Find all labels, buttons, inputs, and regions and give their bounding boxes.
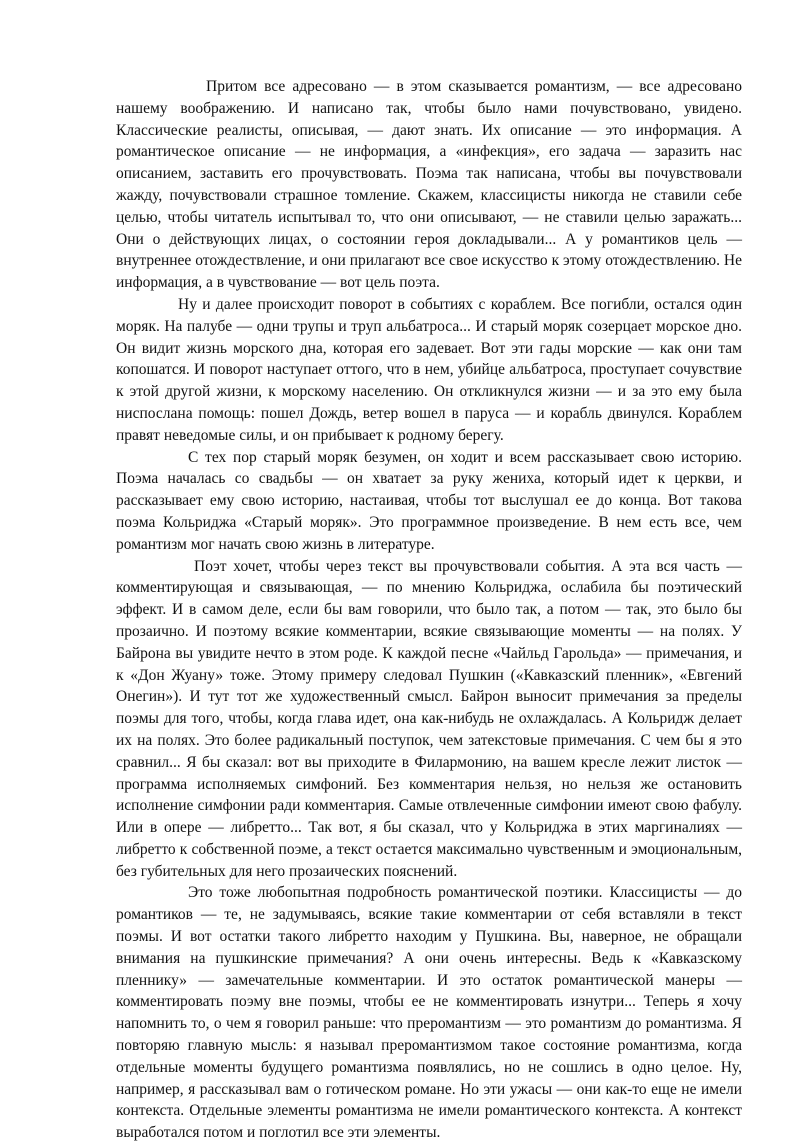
paragraph-1: Притом все адресовано — в этом сказывается романтизм, — все адресовано нашему воображению. И написано так, чтобы было нами почувствовано, увидено. Классические реалисты, описывая, — дают знать. Их описание — это информация. А романтическое описание — не информация, а «инфекция», его задача — заразить нас описанием, заставить его прочувствовать. Поэма так написана, чтобы вы почувствовали жажду, почувствовали страшное томление. Скажем, классицисты никогда не ставили себе целью, чтобы читатель испытывал то, что они описывают, — не ставили целью заражать... Они о действующих лицах, о состоянии героя докладывали... А у романтиков цель — внутреннее отождествление, и они прилагают все свое искусство к этому отождествлению. Не информация, а в чувствование — вот цель поэта.	[116, 78, 742, 292]
paragraph-3: С тех пор старый моряк безумен, он ходит и всем рассказывает свою историю. Поэма началась со свадьбы — он хватает за руку жениха, который идет к церкви, и рассказывает ему свою историю, настаивая, чтобы тот выслушал ее до конца. Вот такова поэма Кольриджа «Старый моряк». Это программное произведение. В нем есть все, чем романтизм мог начать свою жизнь в литературе.	[116, 448, 742, 553]
paragraph-5: Это тоже любопытная подробность романтической поэтики. Классицисты — до романтиков — те, не задумываясь, всякие такие комментарии от себя вставляли в текст поэмы. И вот остатки такого либретто находим у Пушкина. Вы, наверное, не обращали внимания на пушкинские примечания? А они очень интересны. Ведь к «Кавказскому пленнику» — замечательные комментарии. И это остаток романтической манеры — комментировать поэму вне поэмы, чтобы ее не комментировать изнутри... Теперь я хочу напомнить то, о чем я говорил раньше: что преромантизм — это романтизм до романтизма. Я повторяю главную мысль: я называл преромантизмом такое состояние романтизма, когда отдельные моменты будущего романтизма появлялись, но не сошлись в одно целое. Ну, например, я рассказывал вам о готическом романе. Но эти ужасы — они как-то еще не имели контекста. Отдельные элементы романтизма не имели романтического контекста. А контекст выработался потом и поглотил все эти элементы.	[116, 884, 742, 1142]
paragraph-4: Поэт хочет, чтобы через текст вы прочувствовали события. А эта вся часть — комментирующая и связывающая, — по мнению Кольриджа, ослабила бы поэтический эффект. И в самом деле, если бы вам говорили, что было так, а потом — так, это было бы прозаично. И поэтому всякие комментарии, всякие связывающие моменты — на полях. У Байрона вы увидите нечто в этом роде. К каждой песне «Чайльд Гарольда» — примечания, и к «Дон Жуану» тоже. Этому примеру следовал Пушкин («Кавказский пленник», «Евгений Онегин»). И тут тот же художественный смысл. Байрон выносит примечания за пределы поэмы для того, чтобы, когда глава идет, она как-нибудь не охлаждалась. А Кольридж делает их на полях. Это более радикальный поступок, чем затекстовые примечания. С чем бы я это сравнил... Я бы сказал: вот вы приходите в Филармонию, на вашем кресле лежит листок — программа исполняемых симфоний. Без комментария нельзя, но нельзя же остановить исполнение симфонии ради комментария. Самые отвлеченные симфонии имеют свою фабулу. Или в опере — либретто... Так вот, я бы сказал, что у Кольриджа в этих маргиналиях — либретто к собственной поэме, а текст остается максимально чувственным и эмоциональным, без губительных для него прозаических пояснений.	[116, 557, 742, 880]
document-page	[116, 76, 742, 1144]
paragraph-2: Ну и далее происходит поворот в событиях с кораблем. Все погибли, остался один моряк. На палубе — одни трупы и труп альбатроса... И старый моряк созерцает морское дно. Он видит жизнь морского дна, которая его задевает. Вот эти гады морские — как они там копошатся. И поворот наступает оттого, что в нем, убийце альбатроса, проступает сочувствие к этой другой жизни, к морскому населению. Он откликнулся жизни — и за это ему была ниспослана помощь: пошел Дождь, ветер вошел в паруса — и корабль двинулся. Кораблем правят неведомые силы, и он прибывает к родному берегу.	[116, 295, 742, 444]
